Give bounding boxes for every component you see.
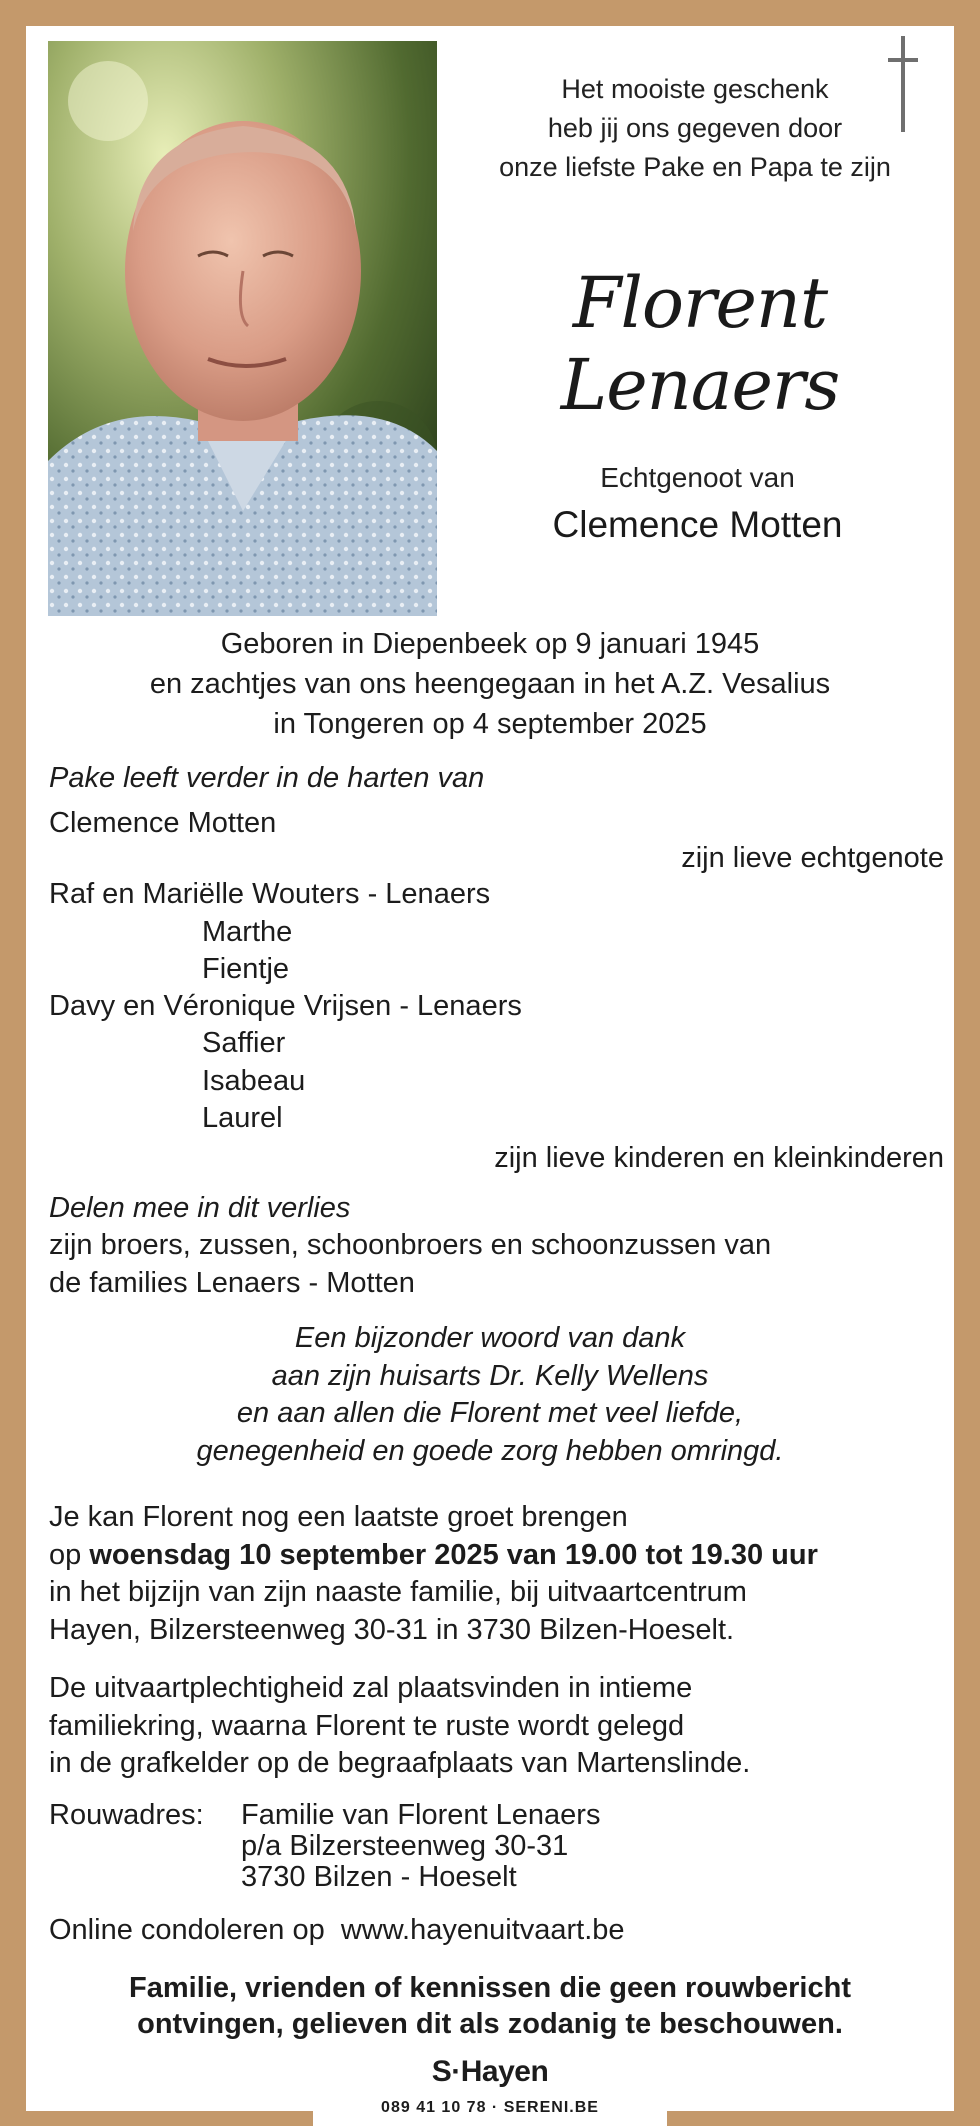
deceased-name: Florent Lenaers [560, 262, 840, 426]
spouse-label: Echtgenoot van [600, 462, 795, 493]
birth-line: en zachtjes van ons heengegaan in het A.Z. Vesalius [149, 668, 831, 700]
family-spouse: Clemence Motten [49, 807, 277, 839]
opening-quote [455, 70, 935, 187]
share-line: de families Lenaers - Motten [49, 1267, 415, 1299]
ceremony-block [49, 1670, 750, 1783]
grandchild: Isabeau [202, 1065, 306, 1097]
visit-line: Hayen, Bilzersteenweg 30-31 in 3730 Bilzen-Hoeselt. [49, 1613, 735, 1646]
thanks-line: aan zijn huisarts Dr. Kelly Wellens [271, 1359, 709, 1392]
closing-line: ontvingen, gelieven dit als zodanig te beschouwen. [137, 2008, 843, 2040]
spouse-role: zijn lieve echtgenote [681, 842, 944, 874]
thanks-line: en aan allen die Florent met veel liefde, [236, 1397, 744, 1429]
family-child: Raf en Mariëlle Wouters - Lenaers [49, 878, 491, 910]
grandchild: Marthe [202, 916, 293, 948]
family-intro: Pake leeft verder in de harten van [49, 762, 485, 794]
thanks-line: genegenheid en goede zorg hebben omringd. [196, 1434, 784, 1467]
funeral-home-footer [313, 2045, 667, 2126]
closing-notice [26, 1970, 954, 2042]
children-role: zijn lieve kinderen en kleinkinderen [494, 1142, 944, 1174]
quote-line: onze liefste Pake en Papa te zijn [499, 152, 891, 182]
share-intro: Delen mee in dit verlies [49, 1192, 351, 1224]
portrait-photo [48, 41, 437, 616]
ceremony-line: in de grafkelder op de begraafplaats van Martenslinde. [49, 1747, 751, 1779]
funeral-home-logo: S·Hayen [431, 2055, 549, 2088]
quote-line: heb jij ons gegeven door [547, 113, 843, 143]
visit-prefix: op [49, 1538, 90, 1571]
visit-block [49, 1499, 818, 1649]
grandchild: Fientje [202, 953, 290, 985]
visit-line: Je kan Florent nog een laatste groet brengen [49, 1501, 628, 1533]
online-label: Online condoleren op [49, 1914, 325, 1946]
grandchild: Saffier [202, 1027, 286, 1059]
address-block [241, 1800, 600, 1893]
ceremony-line: De uitvaartplechtigheid zal plaatsvinden in intieme [49, 1672, 693, 1704]
condolence-link[interactable]: www.hayenuitvaart.be [340, 1914, 625, 1946]
address-line: Familie van Florent Lenaers [241, 1799, 601, 1831]
spouse-name: Clemence Motten [552, 504, 843, 545]
visit-datetime: woensdag 10 september 2025 van 19.00 tot 19.30 uur [89, 1538, 818, 1571]
thanks-line: Een bijzonder woord van dank [294, 1322, 686, 1354]
address-line: p/a Bilzersteenweg 30-31 [241, 1830, 569, 1862]
family-child: Davy en Véronique Vrijsen - Lenaers [49, 990, 522, 1022]
quote-line: Het mooiste geschenk [561, 74, 829, 104]
birth-line: Geboren in Diepenbeek op 9 januari 1945 [220, 628, 760, 660]
thanks-block [26, 1320, 954, 1470]
address-line: 3730 Bilzen - Hoeselt [241, 1861, 517, 1893]
birth-line: in Tongeren op 4 september 2025 [273, 708, 707, 740]
birth-death-details [26, 624, 954, 744]
funeral-home-contact: 089 41 10 78 · SERENI.BE [381, 2099, 599, 2116]
ceremony-line: familiekring, waarna Florent te ruste wordt gelegd [49, 1709, 685, 1742]
share-line: zijn broers, zussen, schoonbroers en schoonzussen van [49, 1229, 772, 1261]
grandchild: Laurel [202, 1102, 283, 1134]
visit-line: in het bijzijn van zijn naaste familie, bij uitvaartcentrum [49, 1576, 747, 1608]
address-label: Rouwadres: [49, 1799, 204, 1831]
closing-line: Familie, vrienden of kennissen die geen rouwbericht [129, 1972, 851, 2004]
visit-line [49, 1537, 818, 1575]
online-condolence [49, 1912, 625, 1950]
